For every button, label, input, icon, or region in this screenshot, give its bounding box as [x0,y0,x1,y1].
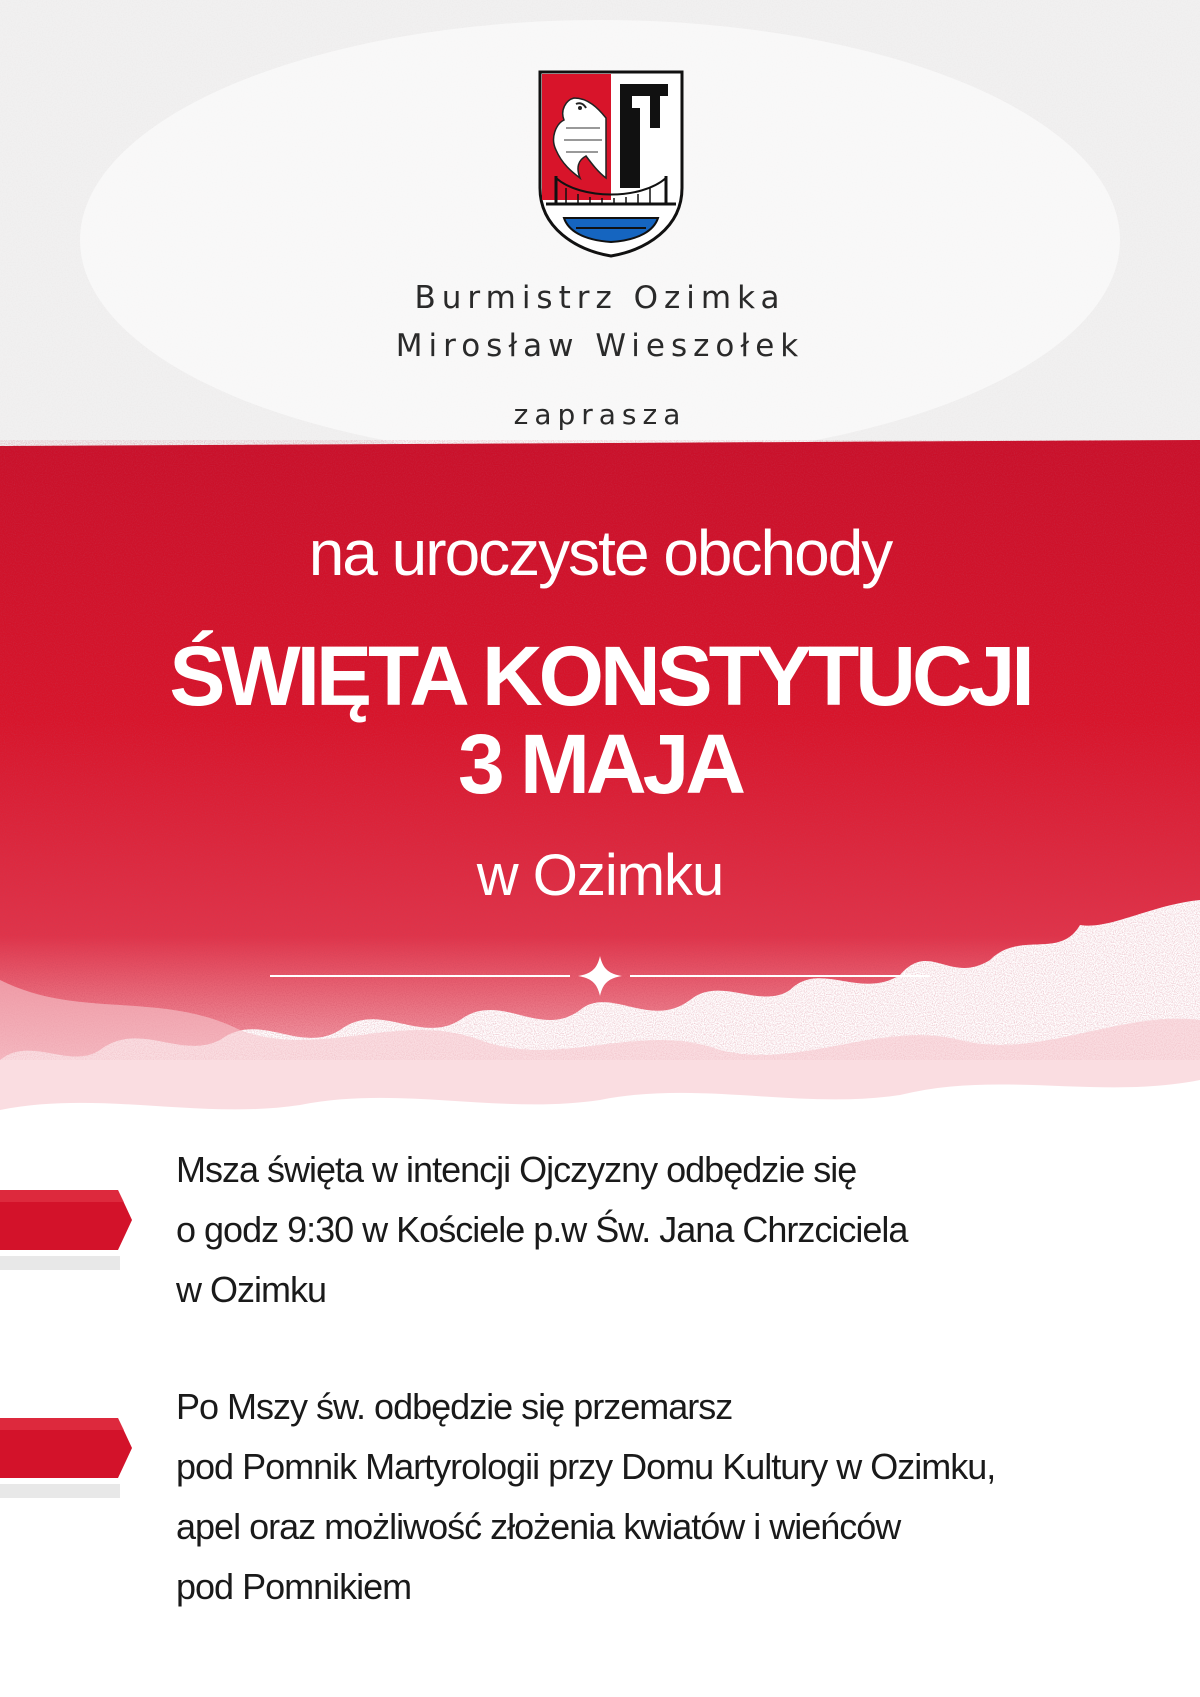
event-subtitle: na uroczyste obchody [308,517,892,589]
ribbon-bullet-icon [0,1410,140,1506]
info-line: o godz 9:30 w Kościele p.w Św. Jana Chrzciciela [176,1209,908,1250]
info-line: pod Pomnikiem [176,1566,412,1607]
event-info-march [176,1377,1156,1617]
info-line: Po Mszy św. odbędzie się przemarsz [176,1386,733,1427]
coat-of-arms-icon [536,68,686,258]
ribbon-bullet-icon [0,1182,140,1278]
info-line: Msza święta w intencji Ojczyzny odbędzie się [176,1149,857,1190]
event-title-line1: ŚWIĘTA KONSTYTUCJI [169,629,1031,723]
invites-text: zaprasza [513,398,687,431]
event-location: w Ozimku [476,843,724,908]
mayor-title: Burmistrz Ozimka [414,280,786,316]
event-title-line2: 3 MAJA [457,717,743,811]
info-line: pod Pomnik Martyrologii przy Domu Kultury w Ozimku, [176,1446,996,1487]
mayor-name: Mirosław Wieszołek [395,328,805,364]
info-line: apel oraz możliwość złożenia kwiatów i wieńców [176,1506,901,1547]
event-info-mass [176,1140,1156,1320]
sparkle-divider-icon [270,956,930,996]
info-line: w Ozimku [176,1269,327,1310]
event-title [0,629,1200,811]
